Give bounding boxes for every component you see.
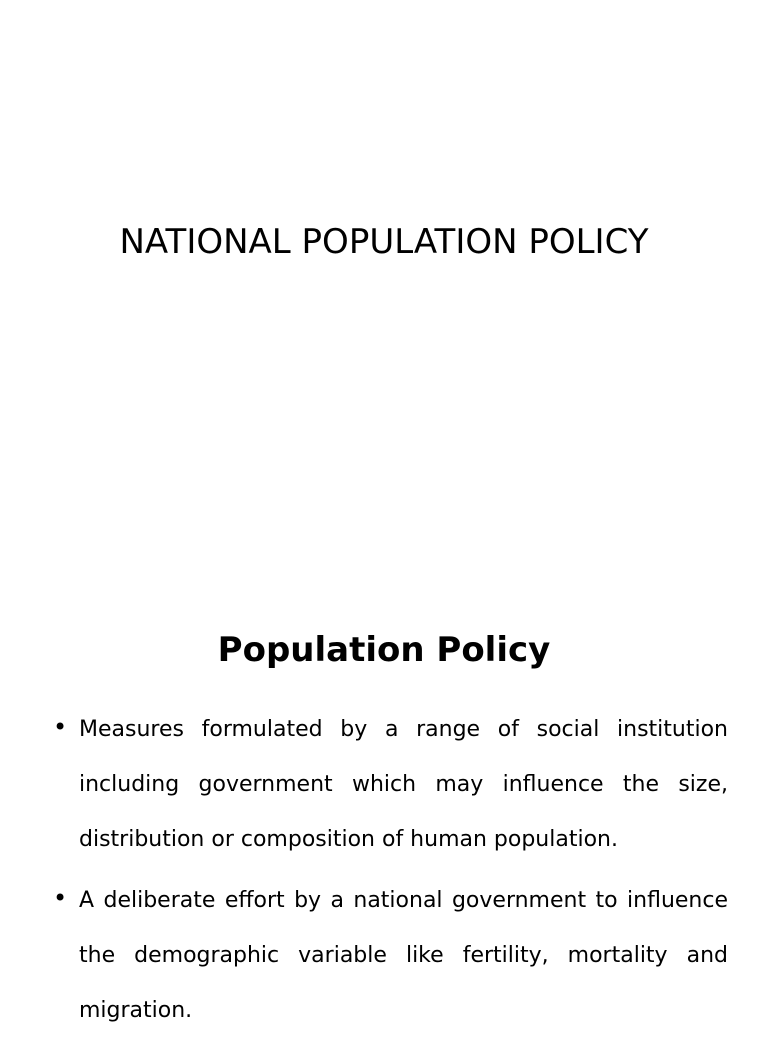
slide-title-heading: NATIONAL POPULATION POLICY bbox=[119, 222, 649, 262]
bullet-icon: • bbox=[53, 713, 68, 741]
bullet-list bbox=[52, 702, 728, 1044]
bullet-text: Measures formulated by a range of social institution including government which may influence the size, distribution or composition of human population. bbox=[79, 717, 728, 852]
list-item bbox=[52, 702, 728, 867]
bullet-text: A deliberate effort by a national government to influence the demographic variable like fertility, mortality and migration. bbox=[79, 888, 728, 1023]
bullet-icon: • bbox=[53, 884, 68, 912]
list-item bbox=[52, 873, 728, 1038]
slide-heading: Population Policy bbox=[217, 630, 551, 670]
slide-population-policy bbox=[0, 576, 768, 1024]
